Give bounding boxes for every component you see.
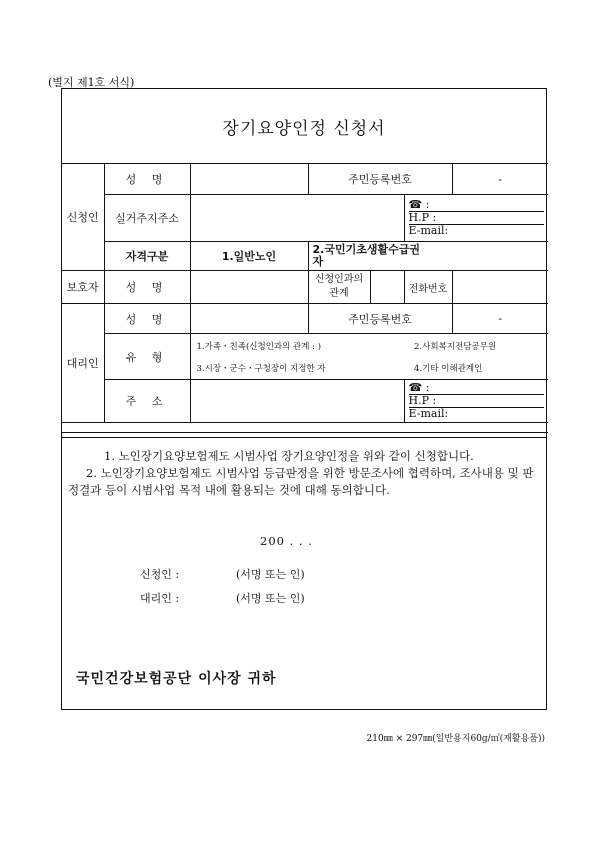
agent-contact-field[interactable] <box>404 380 548 423</box>
applicant-hp-field[interactable]: H.P : <box>409 212 545 225</box>
qualification-label: 자격구분 <box>104 242 190 271</box>
form-table <box>62 163 548 433</box>
applicant-contact-field[interactable] <box>404 195 548 242</box>
qualification-option-general[interactable]: 1.일반노인 <box>190 242 308 271</box>
applicant-qualification-row <box>62 242 548 271</box>
guardian-phone-label: 전화번호 <box>404 271 452 304</box>
applicant-address-row <box>62 195 548 242</box>
applicant-address-field[interactable] <box>190 195 404 242</box>
statement-line-2: 2. 노인장기요양보험제도 시범사업 등급판정을 위한 방문조사에 협력하며, 조사내용 및 판정결과 등이 시범사업 목적 내에 활용되는 것에 대해 동의합니다. <box>68 466 534 497</box>
applicant-name-row <box>62 164 548 195</box>
applicant-sign-label: 신청인 : <box>140 568 180 581</box>
qualification-option-basic-text: 2.국민기초생활수급권자 <box>312 243 420 268</box>
guardian-row <box>62 271 548 304</box>
agent-type-other[interactable]: 4.기타 이해관계인 <box>414 363 483 374</box>
guardian-phone-field[interactable] <box>452 271 548 304</box>
applicant-rrn-field[interactable]: - <box>452 164 548 195</box>
guardian-section-label: 보호자 <box>62 271 104 304</box>
paper-spec-footer: 210㎜ × 297㎜(일반용지60g/㎡(재활용품)) <box>366 734 545 744</box>
statement-text <box>68 448 540 499</box>
guardian-name-label: 성 명 <box>104 271 190 304</box>
agent-type-label: 유 형 <box>104 334 190 380</box>
applicant-rrn-label: 주민등록번호 <box>308 164 452 195</box>
statement-section <box>62 437 546 711</box>
agent-type-options <box>190 334 548 380</box>
agent-sign-label: 대리인 : <box>140 592 180 605</box>
guardian-relation-label: 신청인과의 관계 <box>308 271 370 304</box>
application-form <box>61 88 547 710</box>
addressee: 국민건강보험공단 이사장 귀하 <box>76 671 277 687</box>
applicant-address-label: 실거주지주소 <box>104 195 190 242</box>
agent-name-label: 성 명 <box>104 304 190 334</box>
applicant-name-field[interactable] <box>190 164 308 195</box>
applicant-sign-hint[interactable]: (서명 또는 인) <box>236 568 305 581</box>
agent-address-label: 주 소 <box>104 380 190 423</box>
agent-email-field[interactable]: E-mail: <box>408 407 449 420</box>
agent-address-row <box>62 380 548 423</box>
guardian-name-field[interactable] <box>190 271 308 304</box>
agent-phone-field[interactable]: ☎ : <box>409 382 545 395</box>
agent-rrn-field[interactable]: - <box>452 304 548 334</box>
agent-rrn-label: 주민등록번호 <box>308 304 452 334</box>
applicant-name-label: 성 명 <box>104 164 190 195</box>
agent-hp-field[interactable]: H.P : <box>409 395 545 408</box>
agent-sign-hint[interactable]: (서명 또는 인) <box>236 592 305 605</box>
agent-type-family[interactable]: 1.가족・친족(신청인과의 관계 : ) <box>196 341 322 352</box>
applicant-section-label: 신청인 <box>62 164 104 271</box>
attachment-label: (별지 제1호 서식) <box>48 76 135 89</box>
guardian-relation-field[interactable] <box>370 271 404 304</box>
agent-type-designated[interactable]: 3.시장・군수・구청장이 지정한 자 <box>196 363 326 374</box>
agent-name-row <box>62 304 548 334</box>
qualification-option-basic[interactable] <box>308 242 548 271</box>
form-title: 장기요양인정 신청서 <box>62 89 546 164</box>
applicant-phone-field[interactable]: ☎ : <box>409 199 545 212</box>
application-date[interactable]: 200 . . . <box>260 534 313 548</box>
agent-name-field[interactable] <box>190 304 308 334</box>
agent-address-field[interactable] <box>190 380 404 423</box>
statement-line-1: 1. 노인장기요양보험제도 시범사업 장기요양인정을 위와 같이 신청합니다. <box>104 449 474 463</box>
agent-type-row <box>62 334 548 380</box>
applicant-email-field[interactable]: E-mail: <box>408 224 449 237</box>
agent-section-label: 대리인 <box>62 304 104 423</box>
spacer-cell <box>62 423 548 433</box>
spacer-row <box>62 423 548 433</box>
agent-type-social-worker[interactable]: 2.사회복지전담공무원 <box>414 341 497 352</box>
